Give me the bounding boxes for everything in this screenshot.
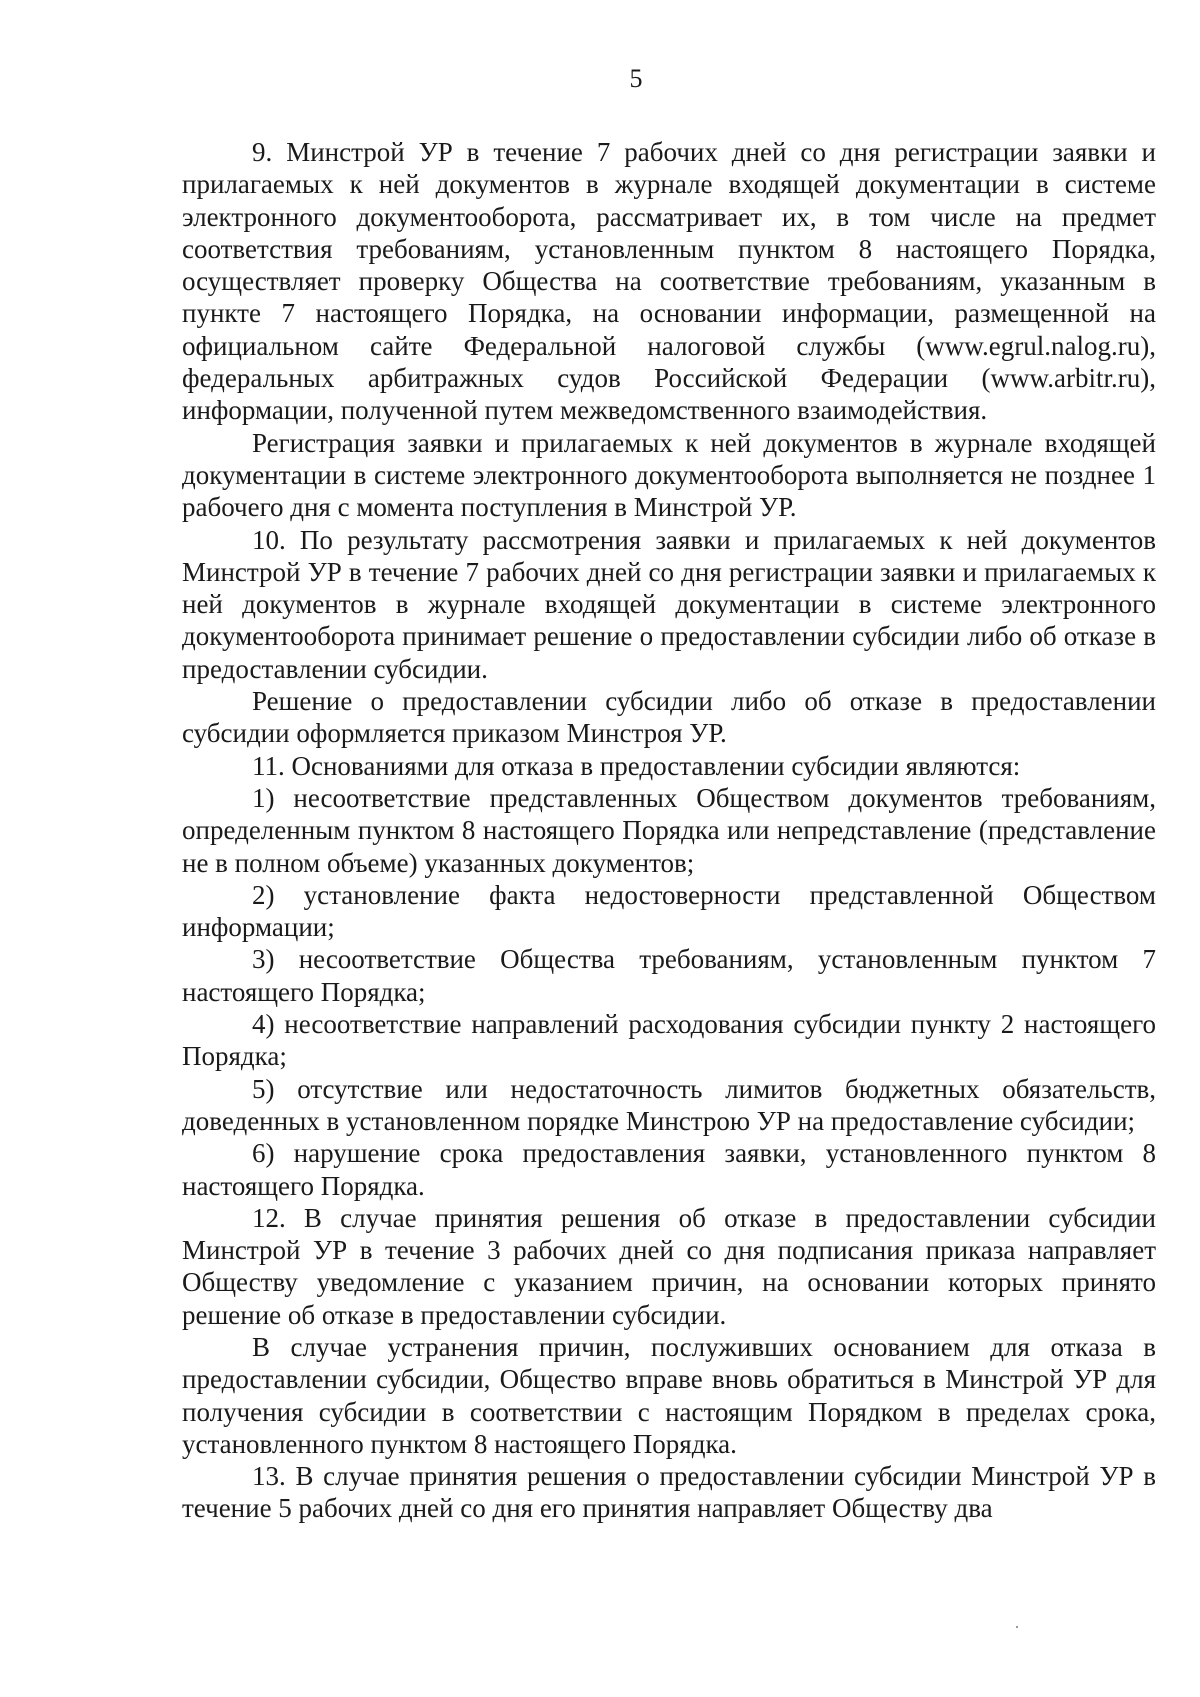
paragraph-item-11: 11. Основаниями для отказа в предоставлении субсидии являются: [252,750,1021,781]
document-body [182,136,1156,1525]
paragraph-reapply: В случае устранения причин, послуживших основанием для отказа в предоставлении субсидии, Общество вправе вновь обратиться в Минстрой УР для получения субсидии в соответствии с настоящим Порядком в пределах срока, установленного пунктом 8 настоящего Порядка. [182,1331,1156,1459]
paragraph-item-9: 9. Минстрой УР в течение 7 рабочих дней со дня регистрации заявки и прилагаемых к ней документов в журнале входящей документации в системе электронного документооборота, рассматривает их, в том числе на предмет соответствия требованиям, установленным пунктом 8 настоящего Порядка, осуществляет проверку Общества на соответствие требованиям, указанным в пункте 7 настоящего Порядка, на основании информации, размещенной на официальном сайте Федеральной налоговой службы (www.egrul.nalog.ru), федеральных арбитражных судов Российской Федерации (www.arbitr.ru), информации, полученной путем межведомственного взаимодействия. [182,137,1156,426]
scan-speck [1016,1626,1018,1628]
paragraph-item-10: 10. По результату рассмотрения заявки и прилагаемых к ней документов Минстрой УР в течение 7 рабочих дней со дня регистрации заявки и прилагаемых к ней документов в журнале входящей документации в системе электронного документооборота принимает решение о предоставлении субсидии либо об отказе в предоставлении субсидии. [182,524,1156,684]
list-item-6: 6) нарушение срока предоставления заявки, установленного пунктом 8 настоящего Порядка. [182,1138,1156,1201]
paragraph-item-12: 12. В случае принятия решения об отказе в предоставлении субсидии Минстрой УР в течение 3 рабочих дней со дня подписания приказа направляет Обществу уведомление с указанием причин, на основании которых принято решение об отказе в предоставлении субсидии. [182,1202,1156,1330]
list-item-4: 4) несоответствие направлений расходования субсидии пункту 2 настоящего Порядка; [182,1009,1156,1072]
list-item-2: 2) установление факта недостоверности представленной Обществом информации; [182,879,1156,943]
paragraph-registration: Регистрация заявки и прилагаемых к ней документов в журнале входящей документации в системе электронного документооборота выполняется не позднее 1 рабочего дня с момента поступления в Минстрой УР. [182,427,1156,523]
list-item-1: 1) несоответствие представленных Обществом документов требованиям, определенным пунктом 8 настоящего Порядка или непредставление (представление не в полном объеме) указанных документов; [182,782,1156,878]
paragraph-decision: Решение о предоставлении субсидии либо об отказе в предоставлении субсидии оформляется приказом Минстроя УР. [182,686,1156,749]
paragraph-item-13: 13. В случае принятия решения о предоставлении субсидии Минстрой УР в течение 5 рабочих дней со дня его принятия направляет Обществу два [182,1461,1156,1524]
list-item-5: 5) отсутствие или недостаточность лимитов бюджетных обязательств, доведенных в установленном порядке Минстрою УР на предоставление субсидии; [182,1073,1156,1136]
page-number: 5 [629,64,643,93]
list-item-3: 3) несоответствие Общества требованиям, установленным пунктом 7 настоящего Порядка; [182,944,1156,1007]
